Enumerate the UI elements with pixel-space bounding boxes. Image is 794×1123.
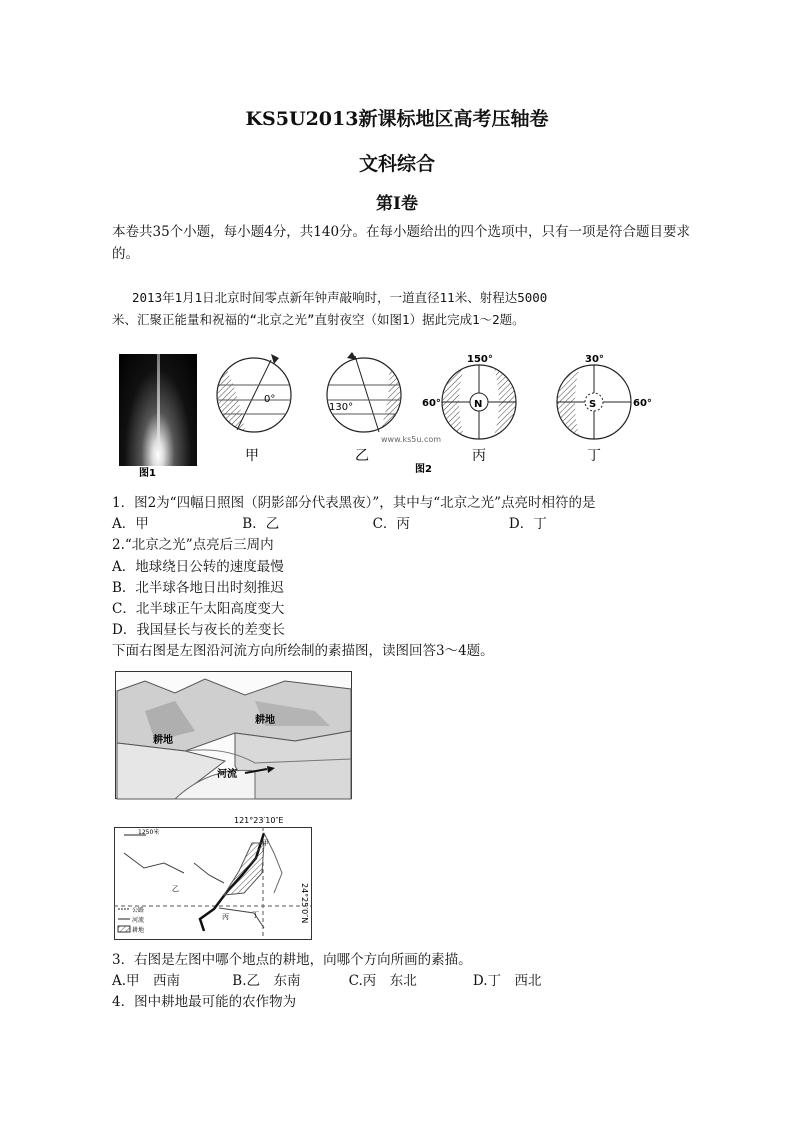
- figure-2-caption: 图2: [415, 464, 432, 475]
- diagram-yi: [327, 352, 402, 464]
- yi-label: 乙: [355, 448, 369, 464]
- q2-option-a[interactable]: A．地球绕日公转的速度最慢: [112, 559, 284, 575]
- map-place-yi: 乙: [172, 885, 179, 893]
- question-2: 2.“北京之光”点亮后三周内: [112, 537, 274, 553]
- map-latitude: 24°25′0″N: [300, 883, 309, 924]
- map-scale: 1250米: [138, 829, 160, 836]
- question-4: 4．图中耕地最可能的农作物为: [112, 994, 297, 1010]
- diagram-bing: [422, 354, 516, 464]
- q1-option-a[interactable]: A．甲: [112, 516, 149, 532]
- question-1-options: [112, 513, 712, 535]
- map-place-jia: 甲: [262, 839, 269, 847]
- section-intro: 本卷共35个小题，每小题4分，共140分。在每小题给出的四个选项中，只有一项是符合题目要求的。: [112, 224, 691, 262]
- q3-option-c[interactable]: C.丙 东北: [348, 973, 417, 989]
- map-place-bing: 丙: [222, 913, 229, 921]
- legend-farmland: 耕地: [132, 927, 145, 934]
- passage-line-2: 米、汇聚正能量和祝福的“北京之光”直射夜空（如图1）据此完成1～2题。: [112, 312, 525, 327]
- q1-option-b[interactable]: B．乙: [242, 516, 280, 532]
- q3-option-a[interactable]: A.甲 西南: [112, 973, 181, 989]
- sketch-farmland-1: 耕地: [255, 715, 275, 726]
- yi-angle: 130°: [329, 402, 354, 413]
- q2-option-c[interactable]: C．北半球正午太阳高度变大: [112, 601, 285, 617]
- legend-river: 河流: [132, 917, 145, 924]
- ding-label: 丁: [587, 448, 601, 464]
- q1-option-d[interactable]: D．丁: [508, 516, 547, 532]
- question-3-options: [112, 970, 712, 992]
- jia-label: 甲: [245, 448, 259, 464]
- legend-road: 公路: [132, 907, 145, 914]
- question-1: 1．图2为“四幅日照图（阴影部分代表黑夜）”，其中与“北京之光”点亮时相符的是: [112, 495, 596, 511]
- diagram-jia: [217, 354, 291, 464]
- bing-label: 丙: [472, 448, 486, 464]
- map-longitude: 121°23′10″E: [234, 816, 284, 825]
- q3-option-d[interactable]: D.丁 西北: [472, 973, 542, 989]
- section-2-intro: 下面右图是左图沿河流方向所绘制的素描图，读图回答3～4题。: [112, 643, 494, 659]
- river-sketch: [115, 671, 353, 800]
- ding-right: 60°: [633, 398, 652, 409]
- question-3: 3．右图是左图中哪个地点的耕地，向哪个方向所画的素描。: [112, 952, 472, 968]
- q2-option-b[interactable]: B．北半球各地日出时刻推迟: [112, 580, 284, 596]
- subject-title: 文科综合: [358, 153, 435, 175]
- passage-line-1: 2013年1月1日北京时间零点新年钟声敲响时，一道直径11米、射程达5000: [132, 290, 548, 305]
- figure-1-caption: 图1: [139, 468, 156, 479]
- river-map: [114, 813, 324, 943]
- volume-title: 第Ⅰ卷: [376, 194, 418, 214]
- q1-option-c[interactable]: C．丙: [372, 516, 410, 532]
- ding-top: 30°: [585, 354, 604, 365]
- q2-option-d[interactable]: D．我国昼长与夜长的差变长: [112, 622, 285, 638]
- bing-top: 150°: [467, 354, 493, 365]
- watermark: www.ks5u.com: [381, 435, 442, 444]
- sketch-farmland-2: 耕地: [153, 735, 173, 746]
- sketch-river-label: 河流: [217, 769, 237, 780]
- ding-center: S: [589, 399, 597, 410]
- exam-title: KS5U2013新课标地区高考压轴卷: [245, 108, 549, 130]
- q3-option-b[interactable]: B.乙 东南: [232, 973, 301, 989]
- bing-left: 60°: [422, 398, 441, 409]
- passage: [112, 287, 632, 331]
- map-place-ding: 丁: [252, 911, 259, 919]
- diagram-ding: [557, 354, 652, 464]
- bing-center: N: [474, 399, 483, 410]
- jia-angle: 0°: [264, 394, 276, 405]
- figure-2-diagrams: [119, 350, 659, 480]
